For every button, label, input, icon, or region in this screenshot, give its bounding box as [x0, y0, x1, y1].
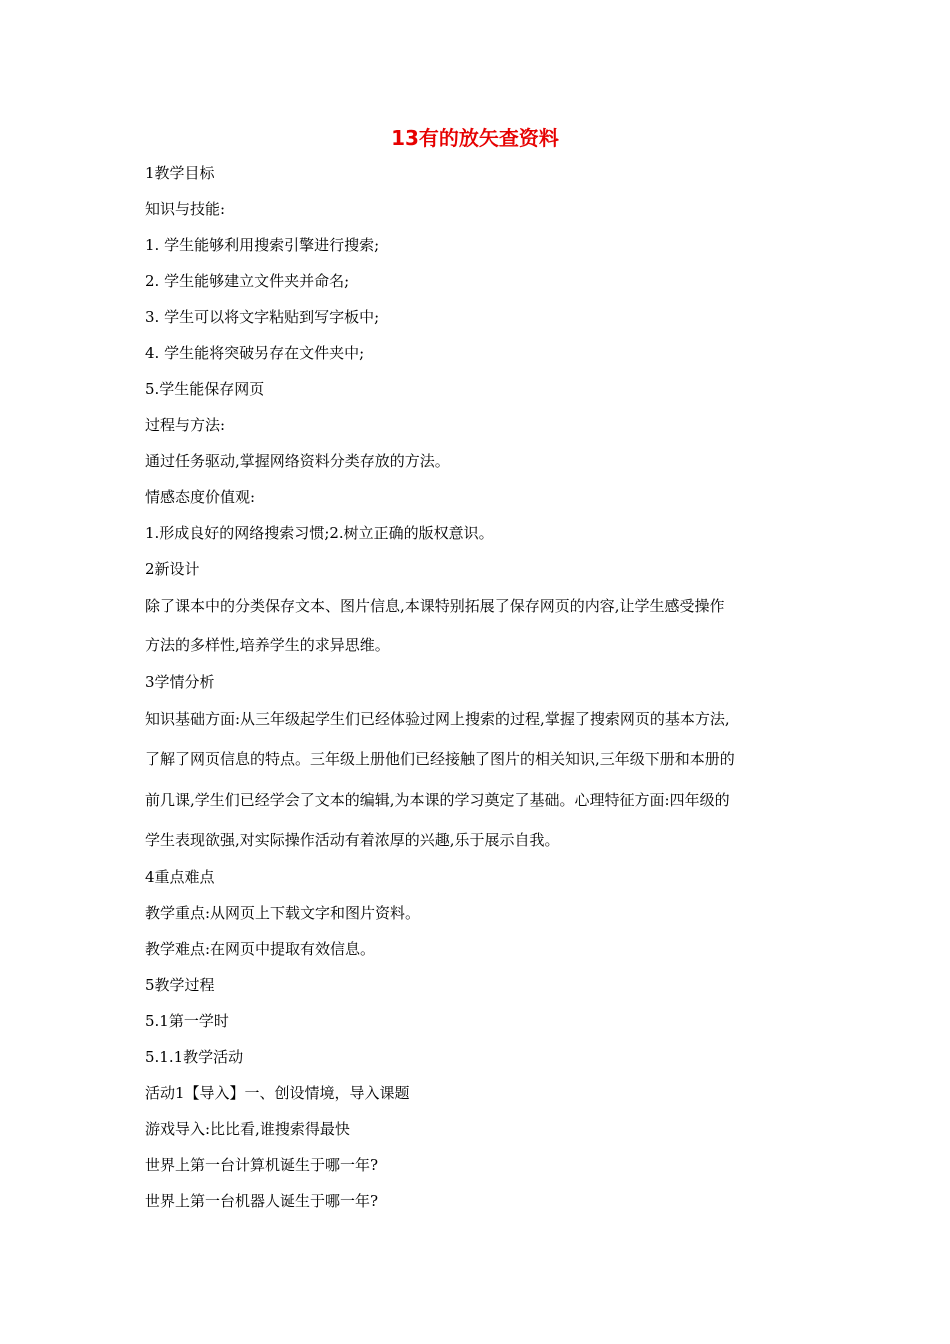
section-heading-design: 2新设计: [145, 560, 200, 578]
list-item: 3. 学生可以将文字粘贴到写字板中;: [145, 308, 380, 326]
list-item: 4. 学生能将突破另存在文件夹中;: [145, 344, 365, 362]
subheading-first-lesson: 5.1第一学时: [145, 1012, 229, 1030]
subheading-attitude-values: 情感态度价值观:: [145, 488, 256, 506]
document-title: 13有的放矢查资料: [391, 126, 559, 150]
section-heading-analysis: 3学情分析: [145, 673, 215, 691]
paragraph-line: 除了课本中的分类保存文本、图片信息,本课特别拓展了保存网页的内容,让学生感受操作: [145, 597, 725, 615]
paragraph-line: 学生表现欲强,对实际操作活动有着浓厚的兴趣,乐于展示自我。: [145, 831, 560, 849]
activity-heading: 活动1【导入】一、创设情境，导入课题: [145, 1084, 410, 1102]
paragraph-line: 前几课,学生们已经学会了文本的编辑,为本课的学习奠定了基础。心理特征方面:四年级的: [145, 791, 730, 809]
list-item: 1. 学生能够利用搜索引擎进行搜索;: [145, 236, 380, 254]
subheading-activities: 5.1.1教学活动: [145, 1048, 244, 1066]
paragraph-line: 教学难点:在网页中提取有效信息。: [145, 940, 376, 958]
section-heading-objectives: 1教学目标: [145, 164, 215, 182]
paragraph-line: 通过任务驱动,掌握网络资料分类存放的方法。: [145, 452, 450, 470]
subheading-knowledge-skills: 知识与技能:: [145, 200, 226, 218]
question-line: 世界上第一台机器人诞生于哪一年?: [145, 1192, 379, 1210]
list-item: 2. 学生能够建立文件夹并命名;: [145, 272, 350, 290]
section-heading-process: 5教学过程: [145, 976, 215, 994]
paragraph-line: 知识基础方面:从三年级起学生们已经体验过网上搜索的过程,掌握了搜索网页的基本方法,: [145, 710, 730, 728]
paragraph-line: 游戏导入:比比看,谁搜索得最快: [145, 1120, 350, 1138]
paragraph-line: 教学重点:从网页上下载文字和图片资料。: [145, 904, 421, 922]
paragraph-line: 1.形成良好的网络搜索习惯;2.树立正确的版权意识。: [145, 524, 494, 542]
section-heading-key-points: 4重点难点: [145, 868, 215, 886]
list-item: 5.学生能保存网页: [145, 380, 265, 398]
subheading-process-method: 过程与方法:: [145, 416, 226, 434]
question-line: 世界上第一台计算机诞生于哪一年?: [145, 1156, 379, 1174]
paragraph-line: 方法的多样性,培养学生的求异思维。: [145, 636, 390, 654]
paragraph-line: 了解了网页信息的特点。三年级上册他们已经接触了图片的相关知识,三年级下册和本册的: [145, 750, 735, 768]
